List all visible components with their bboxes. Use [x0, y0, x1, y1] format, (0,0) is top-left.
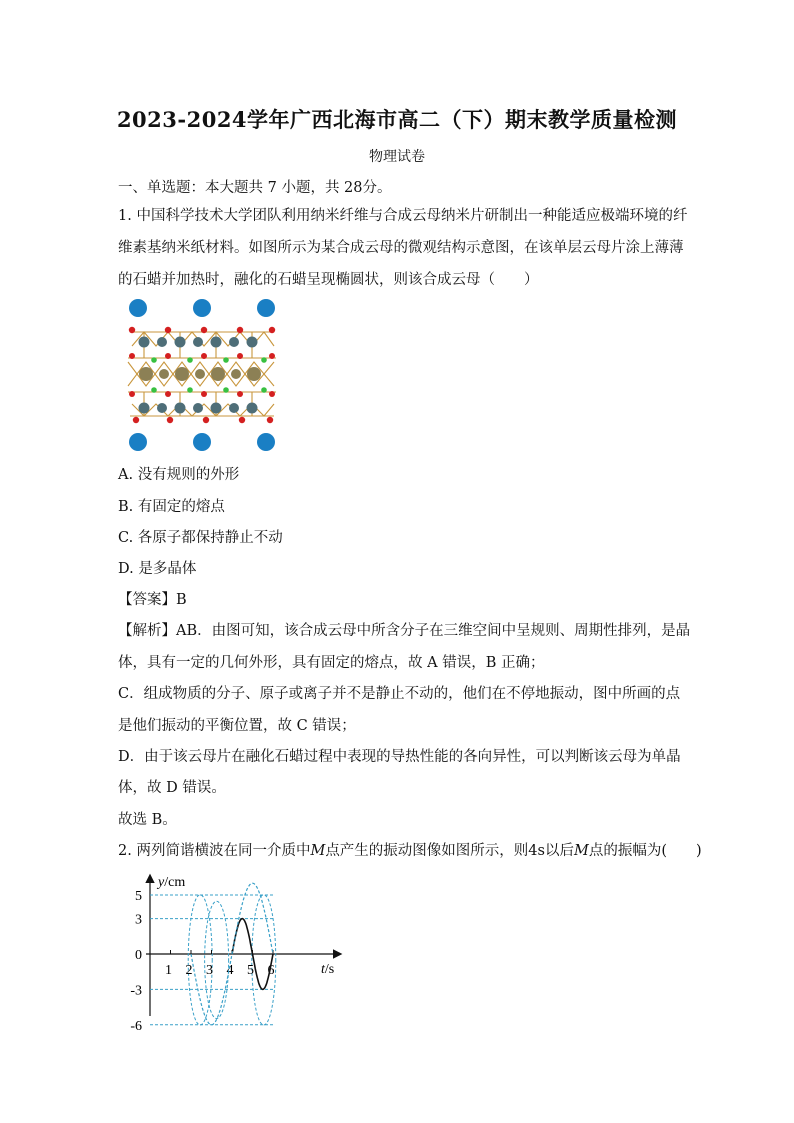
q1-analysis-line: 体，故 D 错误。: [118, 780, 226, 796]
q1-stem-line: 1. 中国科学技术大学团队利用纳米纤维与合成云母纳米片研制出一种能适应极端环境的纤: [118, 208, 688, 224]
q1-stem-line: 的石蜡并加热时，融化的石蜡呈现椭圆状，则该合成云母（ ）: [118, 272, 539, 288]
q1-analysis-line: D．由于该云母片在融化石蜡过程中表现的导热性能的各向异性，可以判断该云母为单晶: [118, 749, 681, 765]
q2-var-m: M: [573, 843, 589, 859]
x-tick-label: 1: [165, 963, 172, 978]
q2-var-m: M: [310, 843, 326, 859]
x-tick-label: 6: [267, 963, 275, 978]
q1-option-d: D. 是多晶体: [118, 561, 197, 577]
y-axis-label: y/cm: [158, 875, 186, 890]
y-tick-label: -3: [130, 983, 142, 999]
q2-stem-mid: 点产生的振动图像如图所示，则4s以后: [325, 843, 574, 859]
q1-analysis-line: 是他们振动的平衡位置，故 C 错误；: [118, 718, 356, 734]
y-tick-label: -6: [130, 1018, 142, 1034]
vibration-graph: [118, 866, 348, 1034]
q2-stem-pre: 2. 两列简谐横波在同一介质中: [118, 843, 311, 859]
q1-analysis-line: 体，具有一定的几何外形，具有固定的熔点，故 A 错误，B 正确；: [118, 655, 545, 671]
y-tick-label: 5: [135, 889, 142, 904]
section-heading: 一、单选题：本大题共 7 小题，共 28分。: [118, 180, 392, 196]
q1-option-b: B. 有固定的熔点: [118, 499, 225, 515]
x-tick-label: 5: [247, 963, 254, 978]
x-axis-label: t/s: [321, 962, 335, 977]
q1-analysis-line: 故选 B。: [118, 812, 177, 828]
y-tick-label: 3: [135, 912, 142, 928]
q1-analysis-line: 【解析】AB．由图可知，该合成云母中所含分子在三维空间中呈规则、周期性排列，是晶: [118, 623, 691, 639]
y-tick-label: 0: [135, 948, 142, 963]
q1-stem-line: 维素基纳米纸材料。如图所示为某合成云母的微观结构示意图，在该单层云母片涂上薄薄: [118, 240, 684, 256]
x-tick-label: 3: [206, 963, 213, 978]
x-tick-label: 2: [185, 963, 193, 978]
q2-stem-post: 点的振幅为( ): [588, 843, 702, 859]
q1-analysis-line: C．组成物质的分子、原子或离子并不是静止不动的，他们在不停地振动，图中所画的点: [118, 686, 681, 702]
q1-option-a: A. 没有规则的外形: [118, 467, 240, 483]
page-subtitle: 物理试卷: [369, 149, 425, 165]
x-tick-label: 4: [226, 963, 234, 978]
page-title: 2023-2024学年广西北海市高二（下）期末教学质量检测: [116, 107, 678, 132]
mica-structure-figure: [124, 296, 280, 456]
q2-stem: [118, 841, 702, 861]
q1-answer: 【答案】B: [118, 592, 187, 608]
q1-option-c: C. 各原子都保持静止不动: [118, 530, 283, 546]
